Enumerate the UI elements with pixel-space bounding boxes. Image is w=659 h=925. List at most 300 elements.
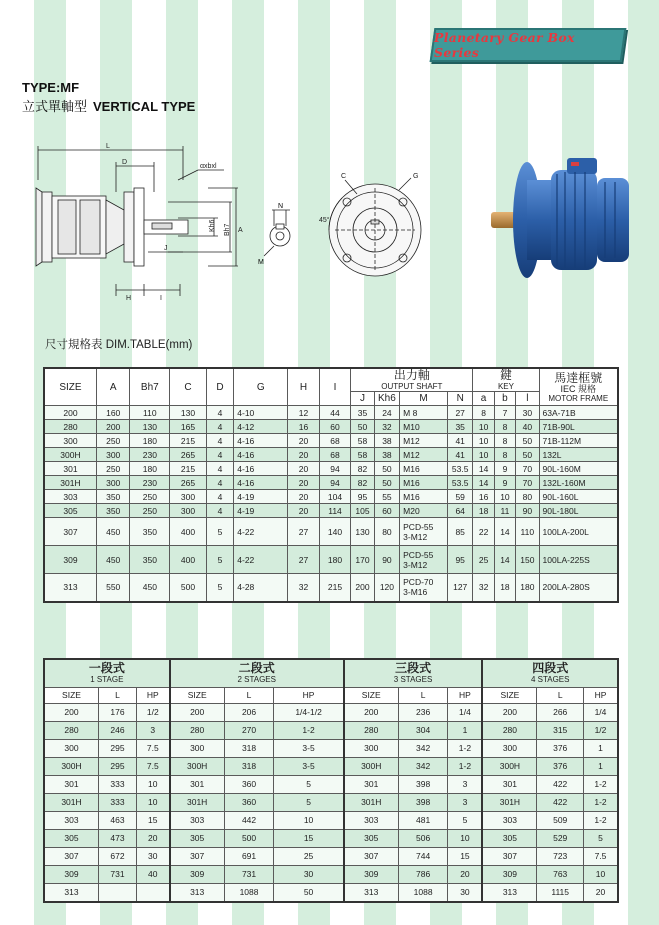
table-cell: 90	[516, 504, 539, 518]
table-cell: 1-2	[448, 757, 482, 775]
table-cell: 150	[516, 546, 539, 574]
table-row	[44, 883, 618, 902]
table-cell: 301H	[482, 793, 537, 811]
table-cell: 95	[351, 490, 374, 504]
table-cell: 250	[130, 490, 170, 504]
table-cell: 506	[398, 829, 448, 847]
table-cell: 130	[351, 518, 374, 546]
table-cell: 350	[96, 490, 130, 504]
table-cell: 1115	[537, 883, 584, 902]
table-cell: 8	[494, 434, 515, 448]
stage-header	[44, 659, 170, 687]
table-cell: 303	[44, 490, 96, 504]
table-cell: 22	[473, 518, 494, 546]
table-cell: 70	[516, 462, 539, 476]
table-cell: 301	[344, 775, 399, 793]
table-cell: 731	[99, 865, 137, 883]
table-cell: M16	[400, 490, 448, 504]
table-cell: 350	[130, 518, 170, 546]
table-cell: 40	[136, 865, 169, 883]
table-cell: 10	[473, 448, 494, 462]
dim-G: G	[413, 173, 419, 180]
table-cell: 376	[537, 739, 584, 757]
table-cell: 30	[448, 883, 482, 902]
table-cell: 305	[44, 829, 99, 847]
series-banner	[430, 28, 627, 62]
table-cell: 215	[170, 434, 207, 448]
col-n: N	[447, 392, 472, 406]
table-cell: 27	[288, 518, 320, 546]
table-cell: 30	[274, 865, 344, 883]
table-cell: 4-16	[234, 434, 288, 448]
col-group-output-shaft	[351, 368, 473, 392]
table-cell: 691	[224, 847, 274, 865]
table-cell: 68	[319, 434, 351, 448]
table-cell: 313	[482, 883, 537, 902]
table-cell: 90L-160M	[539, 462, 618, 476]
table-cell: 94	[319, 476, 351, 490]
dim-J: J	[164, 245, 168, 252]
table-cell: 132L-160M	[539, 476, 618, 490]
table-cell: 333	[99, 775, 137, 793]
col-group-motor-frame	[539, 368, 618, 406]
table-cell: 723	[537, 847, 584, 865]
col-m: M	[400, 392, 448, 406]
table-cell: 309	[344, 865, 399, 883]
table-cell: 731	[224, 865, 274, 883]
table-cell: 3-5	[274, 757, 344, 775]
table-cell: 10	[473, 434, 494, 448]
table-cell: 450	[96, 546, 130, 574]
table-row	[44, 490, 618, 504]
table-cell: 5	[274, 775, 344, 793]
col-key-l: l	[516, 392, 539, 406]
table-cell: 10	[583, 865, 618, 883]
table-cell: 318	[224, 739, 274, 757]
table-cell: M12	[400, 434, 448, 448]
type-subtitle	[22, 96, 195, 115]
stage-subheader: L	[398, 687, 448, 703]
table-cell: 5	[274, 793, 344, 811]
table-cell: 10	[136, 793, 169, 811]
table-cell: 32	[473, 574, 494, 602]
table-cell: 20	[288, 476, 320, 490]
table-cell: 180	[130, 462, 170, 476]
table-cell: 7.5	[136, 739, 169, 757]
stage-header-en: 2 STAGES	[237, 675, 276, 685]
table-row	[44, 546, 618, 574]
table-cell: 5	[448, 811, 482, 829]
table-cell: 4-19	[234, 490, 288, 504]
table-cell: 41	[447, 448, 472, 462]
table-cell: 280	[344, 721, 399, 739]
table-cell: 280	[44, 420, 96, 434]
table-cell: 5	[206, 546, 233, 574]
key-en: KEY	[497, 382, 514, 391]
table-cell: PCD-70 3-M16	[400, 574, 448, 602]
table-cell: 20	[288, 462, 320, 476]
table-cell: 250	[96, 462, 130, 476]
table-cell: 180	[319, 546, 351, 574]
table-cell: 342	[398, 739, 448, 757]
stage-subheader: HP	[274, 687, 344, 703]
table-cell: 20	[288, 490, 320, 504]
table-cell: 305	[170, 829, 225, 847]
table-cell: 313	[44, 574, 96, 602]
table-cell: 20	[583, 883, 618, 902]
stage-table-body	[44, 703, 618, 902]
table-cell: 200	[344, 703, 399, 721]
table-cell: 400	[170, 518, 207, 546]
table-cell: 32	[374, 420, 399, 434]
table-cell: 170	[351, 546, 374, 574]
table-cell: 18	[494, 574, 515, 602]
dim-L: L	[106, 143, 110, 150]
output-shaft-cn: 出力軸	[393, 368, 430, 382]
table-row	[44, 757, 618, 775]
table-cell: 10	[473, 420, 494, 434]
table-cell: 200	[482, 703, 537, 721]
table-row	[44, 462, 618, 476]
table-cell: 376	[537, 757, 584, 775]
stage-header	[344, 659, 483, 687]
table-cell: 7	[494, 406, 515, 420]
table-cell: 4-16	[234, 476, 288, 490]
table-row	[44, 829, 618, 847]
table-cell: 442	[224, 811, 274, 829]
table-cell: 4-16	[234, 448, 288, 462]
table-cell: 20	[448, 865, 482, 883]
table-cell: 230	[130, 476, 170, 490]
table-cell: 71B-90L	[539, 420, 618, 434]
table-cell: 165	[170, 420, 207, 434]
col-group-key	[473, 368, 539, 392]
table-cell: 100LA-225S	[539, 546, 618, 574]
table-cell: 313	[344, 883, 399, 902]
table-cell: 130	[170, 406, 207, 420]
table-cell: 301H	[170, 793, 225, 811]
table-cell: 4-10	[234, 406, 288, 420]
stage-subheader: SIZE	[170, 687, 225, 703]
table-cell: 180	[130, 434, 170, 448]
col-g: G	[234, 368, 288, 406]
table-cell: 270	[224, 721, 274, 739]
table-cell: 1/4-1/2	[274, 703, 344, 721]
table-cell: 215	[319, 574, 351, 602]
table-cell: 4	[206, 448, 233, 462]
table-cell: 250	[130, 504, 170, 518]
stage-subheader: HP	[448, 687, 482, 703]
table-cell: 304	[398, 721, 448, 739]
table-row	[44, 574, 618, 602]
table-cell: 307	[344, 847, 399, 865]
table-cell: 8	[494, 420, 515, 434]
table-cell: 236	[398, 703, 448, 721]
table-cell: 58	[351, 448, 374, 462]
table-cell: 10	[136, 775, 169, 793]
table-cell: 53.5	[447, 476, 472, 490]
table-cell: 20	[288, 448, 320, 462]
table-cell: 422	[537, 775, 584, 793]
table-cell: 301H	[44, 476, 96, 490]
table-cell: 10	[494, 490, 515, 504]
table-cell: 1-2	[583, 775, 618, 793]
dim-H: H	[126, 295, 132, 302]
motor-frame-en: MOTOR FRAME	[548, 393, 609, 403]
table-cell: 9	[494, 476, 515, 490]
table-cell: 4	[206, 504, 233, 518]
table-cell: 3	[448, 775, 482, 793]
table-cell: 15	[448, 847, 482, 865]
dimension-table	[43, 367, 619, 603]
table-cell: 463	[99, 811, 137, 829]
dim-axbxl: αxbxl	[200, 163, 217, 170]
table-cell: 342	[398, 757, 448, 775]
table-cell: 11	[494, 504, 515, 518]
col-key-a: a	[473, 392, 494, 406]
stage-header-cn: 二段式	[238, 661, 275, 676]
table-cell: 50	[274, 883, 344, 902]
table-cell: 246	[99, 721, 137, 739]
table-row	[44, 406, 618, 420]
table-cell: 509	[537, 811, 584, 829]
table-cell: 301	[44, 462, 96, 476]
table-cell: 303	[170, 811, 225, 829]
table-cell: 105	[351, 504, 374, 518]
col-h: H	[288, 368, 320, 406]
stage-subheader: SIZE	[482, 687, 537, 703]
table-cell: 300	[170, 490, 207, 504]
table-cell: 280	[170, 721, 225, 739]
stage-header-en: 3 STAGES	[393, 675, 433, 685]
table-cell: 4	[206, 434, 233, 448]
table-cell: 9	[494, 462, 515, 476]
table-cell: 301H	[344, 793, 399, 811]
table-cell: 300	[170, 739, 225, 757]
table-cell: 16	[473, 490, 494, 504]
table-cell: 206	[224, 703, 274, 721]
dim-angle: 45°	[319, 217, 330, 224]
table-cell: 90L-180L	[539, 504, 618, 518]
flange-front-view	[315, 168, 435, 288]
table-cell: 300	[96, 476, 130, 490]
table-row	[44, 703, 618, 721]
table-cell: 25	[473, 546, 494, 574]
table-cell: 4	[206, 420, 233, 434]
table-cell: 5	[206, 574, 233, 602]
col-kh6: Kh6	[374, 392, 399, 406]
table-cell: 15	[274, 829, 344, 847]
output-shaft-en: OUTPUT SHAFT	[381, 382, 443, 391]
table-cell: 763	[537, 865, 584, 883]
table-cell	[99, 883, 137, 902]
col-j: J	[351, 392, 374, 406]
table-cell: 20	[288, 504, 320, 518]
table-cell: 303	[44, 811, 99, 829]
table-cell: 110	[516, 518, 539, 546]
table-cell: 100LA-200L	[539, 518, 618, 546]
table-row	[44, 865, 618, 883]
col-d: D	[206, 368, 233, 406]
table-cell: 295	[99, 739, 137, 757]
table-cell: 300	[344, 739, 399, 757]
table-cell: 4	[206, 476, 233, 490]
dim-Kh6: Kh6	[209, 219, 216, 232]
table-cell: 50	[374, 462, 399, 476]
table-cell: M16	[400, 462, 448, 476]
table-cell: 300H	[482, 757, 537, 775]
table-cell: 500	[170, 574, 207, 602]
table-cell: 350	[96, 504, 130, 518]
table-cell: 313	[44, 883, 99, 902]
table-cell: 4-16	[234, 462, 288, 476]
table-cell: 16	[288, 420, 320, 434]
stage-table	[43, 658, 619, 903]
table-cell: 1-2	[274, 721, 344, 739]
table-cell: 313	[170, 883, 225, 902]
dim-M: M	[258, 259, 264, 266]
table-cell: 1/2	[136, 703, 169, 721]
table-cell: 60	[374, 504, 399, 518]
stage-subheader: HP	[583, 687, 618, 703]
table-cell: 1/2	[583, 721, 618, 739]
table-row	[44, 448, 618, 462]
side-view-drawing	[28, 140, 268, 315]
table-cell: 27	[447, 406, 472, 420]
table-cell: 50	[351, 420, 374, 434]
table-cell: 8	[494, 448, 515, 462]
table-cell: 300	[44, 434, 96, 448]
table-cell: 10	[274, 811, 344, 829]
table-cell: 68	[319, 448, 351, 462]
table-cell: 1	[448, 721, 482, 739]
table-cell: 127	[447, 574, 472, 602]
banner-title: Planetary Gear Box Series	[434, 30, 575, 60]
table-cell: M16	[400, 476, 448, 490]
table-cell: 114	[319, 504, 351, 518]
table-row	[44, 476, 618, 490]
table-cell: 307	[170, 847, 225, 865]
table-cell: 672	[99, 847, 137, 865]
table-cell: 360	[224, 775, 274, 793]
motor-frame-cn: 馬達框號	[554, 370, 603, 385]
dim-I: I	[160, 295, 162, 302]
table-cell: 59	[447, 490, 472, 504]
table-cell: 350	[130, 546, 170, 574]
table-cell: PCD-55 3-M12	[400, 518, 448, 546]
table-cell: 50	[374, 476, 399, 490]
table-cell: 422	[537, 793, 584, 811]
table-cell: 300H	[44, 448, 96, 462]
table-cell: 1-2	[583, 811, 618, 829]
table-cell: 1088	[224, 883, 274, 902]
table-cell: 300H	[170, 757, 225, 775]
dim-N: N	[278, 203, 284, 210]
stage-subheader: L	[537, 687, 584, 703]
table-cell: 4-12	[234, 420, 288, 434]
table-cell: 90	[374, 546, 399, 574]
dimension-table-body	[44, 406, 618, 602]
table-cell: 4	[206, 462, 233, 476]
table-cell: 1	[583, 757, 618, 775]
stage-header-cn: 一段式	[88, 661, 125, 676]
stage-subheader: L	[224, 687, 274, 703]
table-cell: 53.5	[447, 462, 472, 476]
table-cell: 35	[351, 406, 374, 420]
table-cell: 132L	[539, 448, 618, 462]
table-cell: 200	[96, 420, 130, 434]
table-cell: 14	[473, 476, 494, 490]
table-cell: 140	[319, 518, 351, 546]
table-cell: 120	[374, 574, 399, 602]
col-a: A	[96, 368, 130, 406]
dim-table-label: 尺寸規格表 DIM.TABLE(mm)	[45, 339, 193, 351]
table-cell: 200LA-280S	[539, 574, 618, 602]
table-cell: 250	[96, 434, 130, 448]
table-cell: 301	[482, 775, 537, 793]
table-cell: 200	[351, 574, 374, 602]
stage-header-cn: 四段式	[532, 661, 569, 676]
table-cell: 3	[136, 721, 169, 739]
table-row	[44, 739, 618, 757]
table-cell: 41	[447, 434, 472, 448]
table-cell: 38	[374, 448, 399, 462]
table-cell: 4-22	[234, 546, 288, 574]
stage-header	[170, 659, 344, 687]
table-cell: M10	[400, 420, 448, 434]
table-cell: 1-2	[583, 793, 618, 811]
table-cell: 1/4	[448, 703, 482, 721]
table-cell: 400	[170, 546, 207, 574]
table-cell: 301	[44, 775, 99, 793]
table-cell: 398	[398, 775, 448, 793]
shaft-end-view	[256, 200, 306, 270]
table-cell: 280	[482, 721, 537, 739]
table-cell: 44	[319, 406, 351, 420]
table-row	[44, 775, 618, 793]
table-cell: 30	[136, 847, 169, 865]
table-cell: 160	[96, 406, 130, 420]
table-cell: 300	[96, 448, 130, 462]
table-cell: 200	[170, 703, 225, 721]
dim-C: C	[341, 173, 347, 180]
table-cell: 360	[224, 793, 274, 811]
table-cell: 4	[206, 490, 233, 504]
col-i: I	[319, 368, 351, 406]
type-subtitle-en: VERTICAL TYPE	[93, 99, 196, 114]
stage-subheader: HP	[136, 687, 169, 703]
table-cell: 14	[494, 546, 515, 574]
table-cell: 27	[288, 546, 320, 574]
table-cell: 60	[319, 420, 351, 434]
table-cell: 4-28	[234, 574, 288, 602]
table-cell: 4-19	[234, 504, 288, 518]
dim-D: D	[122, 159, 128, 166]
table-cell: 301	[170, 775, 225, 793]
table-cell: 8	[473, 406, 494, 420]
table-cell: 24	[374, 406, 399, 420]
table-cell: 180	[516, 574, 539, 602]
table-cell: 1088	[398, 883, 448, 902]
table-cell: 63A-71B	[539, 406, 618, 420]
table-cell: 200	[44, 406, 96, 420]
table-cell: 176	[99, 703, 137, 721]
table-cell: 3-5	[274, 739, 344, 757]
table-cell: 80	[374, 518, 399, 546]
table-cell: 18	[473, 504, 494, 518]
gear-motor-photo	[485, 150, 635, 290]
table-cell: 64	[447, 504, 472, 518]
